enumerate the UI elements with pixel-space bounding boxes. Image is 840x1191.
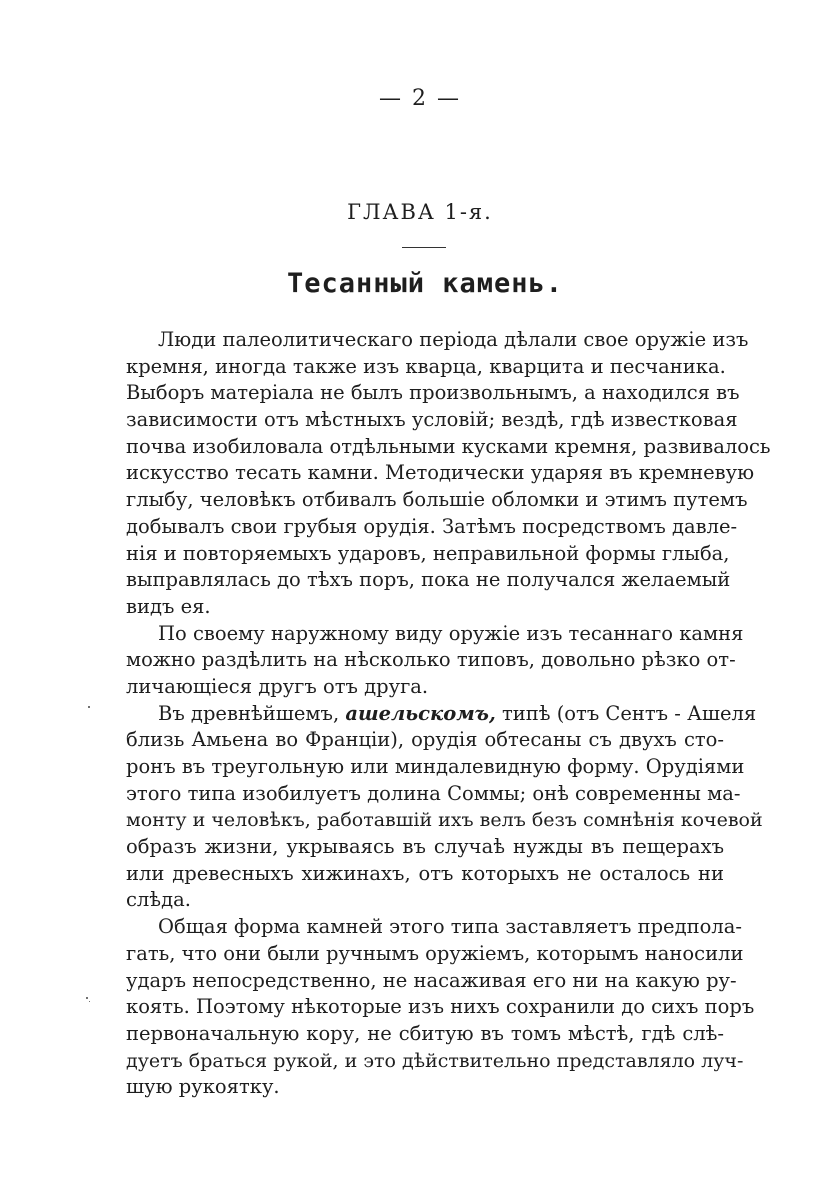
paragraph-line-end: типѣ (отъ Сентъ - Ашеля [501,701,757,725]
paragraph-line: образъ жизни, укрываясь въ случаѣ нужды въ пещерахъ [126,835,724,859]
paragraph-line: Выборъ матеріала не былъ произвольнымъ, а находился въ [126,381,740,405]
paragraph-line: Общая форма камней этого типа заставляетъ предпола- [158,915,742,939]
paragraph-line: ронъ въ треугольную или миндалевидную форму. Орудіями [126,755,745,778]
paragraph-line: Люди палеолитическаго періода дѣлали свое оружіе изъ [158,328,749,351]
paragraph-line: ударъ непосредственно, не насаживая его ни на какую ру- [126,968,737,992]
scan-speck [89,1001,90,1002]
paragraph-line: дуетъ браться рукой, и это дѣйствительно представляло луч- [126,1049,744,1072]
paragraph-line: монту и человѣкъ, работавшій ихъ велъ безъ сомнѣнія кочевой [126,809,763,832]
body-text [126,327,771,1101]
chapter-title: Тесанный камень. [286,268,564,299]
paragraph-line: слѣда. [126,888,191,912]
paragraph-line: близь Амьена во Франціи), орудія обтесаны съ двухъ сто- [126,728,724,752]
scan-speck [88,706,90,708]
paragraph-line: кремня, иногда также изъ кварца, кварцита и песчаника. [126,354,726,378]
paragraph-line [126,701,757,728]
paragraph-line: видъ ея. [126,594,211,618]
acheulean-term: ашельскомъ, [345,701,496,725]
paragraph-line: гать, что они были ручнымъ оружіемъ, которымъ наносили [126,941,744,965]
paragraph-line-start: Въ древнѣйшемъ, [158,701,340,725]
scan-speck [86,997,88,999]
paragraph-line: зависимости отъ мѣстныхъ условій; вездѣ, гдѣ известковая [126,408,738,432]
page-number: — 2 — [379,86,461,111]
paragraph-line: первоначальную кору, не сбитую въ томъ мѣстѣ, гдѣ слѣ- [126,1021,724,1045]
paragraph-line: коять. Поэтому нѣкоторые изъ нихъ сохранили до сихъ поръ [126,995,755,1019]
paragraph-line: нія и повторяемыхъ ударовъ, неправильной формы глыба, [126,541,730,565]
paragraph-line: этого типа изобилуетъ долина Соммы; онѣ современны ма- [126,781,741,805]
paragraph-line: выправлялась до тѣхъ поръ, пока не получался желаемый [126,568,731,592]
paragraph-line: добывалъ свои грубыя орудія. Затѣмъ посредствомъ давле- [126,514,738,538]
paragraph-line: шую рукоятку. [126,1075,280,1099]
paragraph-line: глыбу, человѣкъ отбивалъ большіе обломки и этимъ путемъ [126,488,748,512]
paragraph-line: можно раздѣлить на нѣсколько типовъ, довольно рѣзко от- [126,648,736,672]
title-divider [402,247,446,248]
chapter-heading: ГЛАВА 1-я. [347,200,493,224]
paragraph-line: или древесныхъ хижинахъ, отъ которыхъ не осталось ни [126,861,724,885]
paragraph-line: По своему наружному виду оружіе изъ тесаннаго камня [158,621,744,645]
paragraph-line: искусство тесать камни. Методически ударяя въ кремневую [126,461,755,485]
paragraph-line: личающіеся другъ отъ друга. [126,674,429,698]
paragraph-line: почва изобиловала отдѣльными кусками кремня, развивалось [126,434,771,458]
